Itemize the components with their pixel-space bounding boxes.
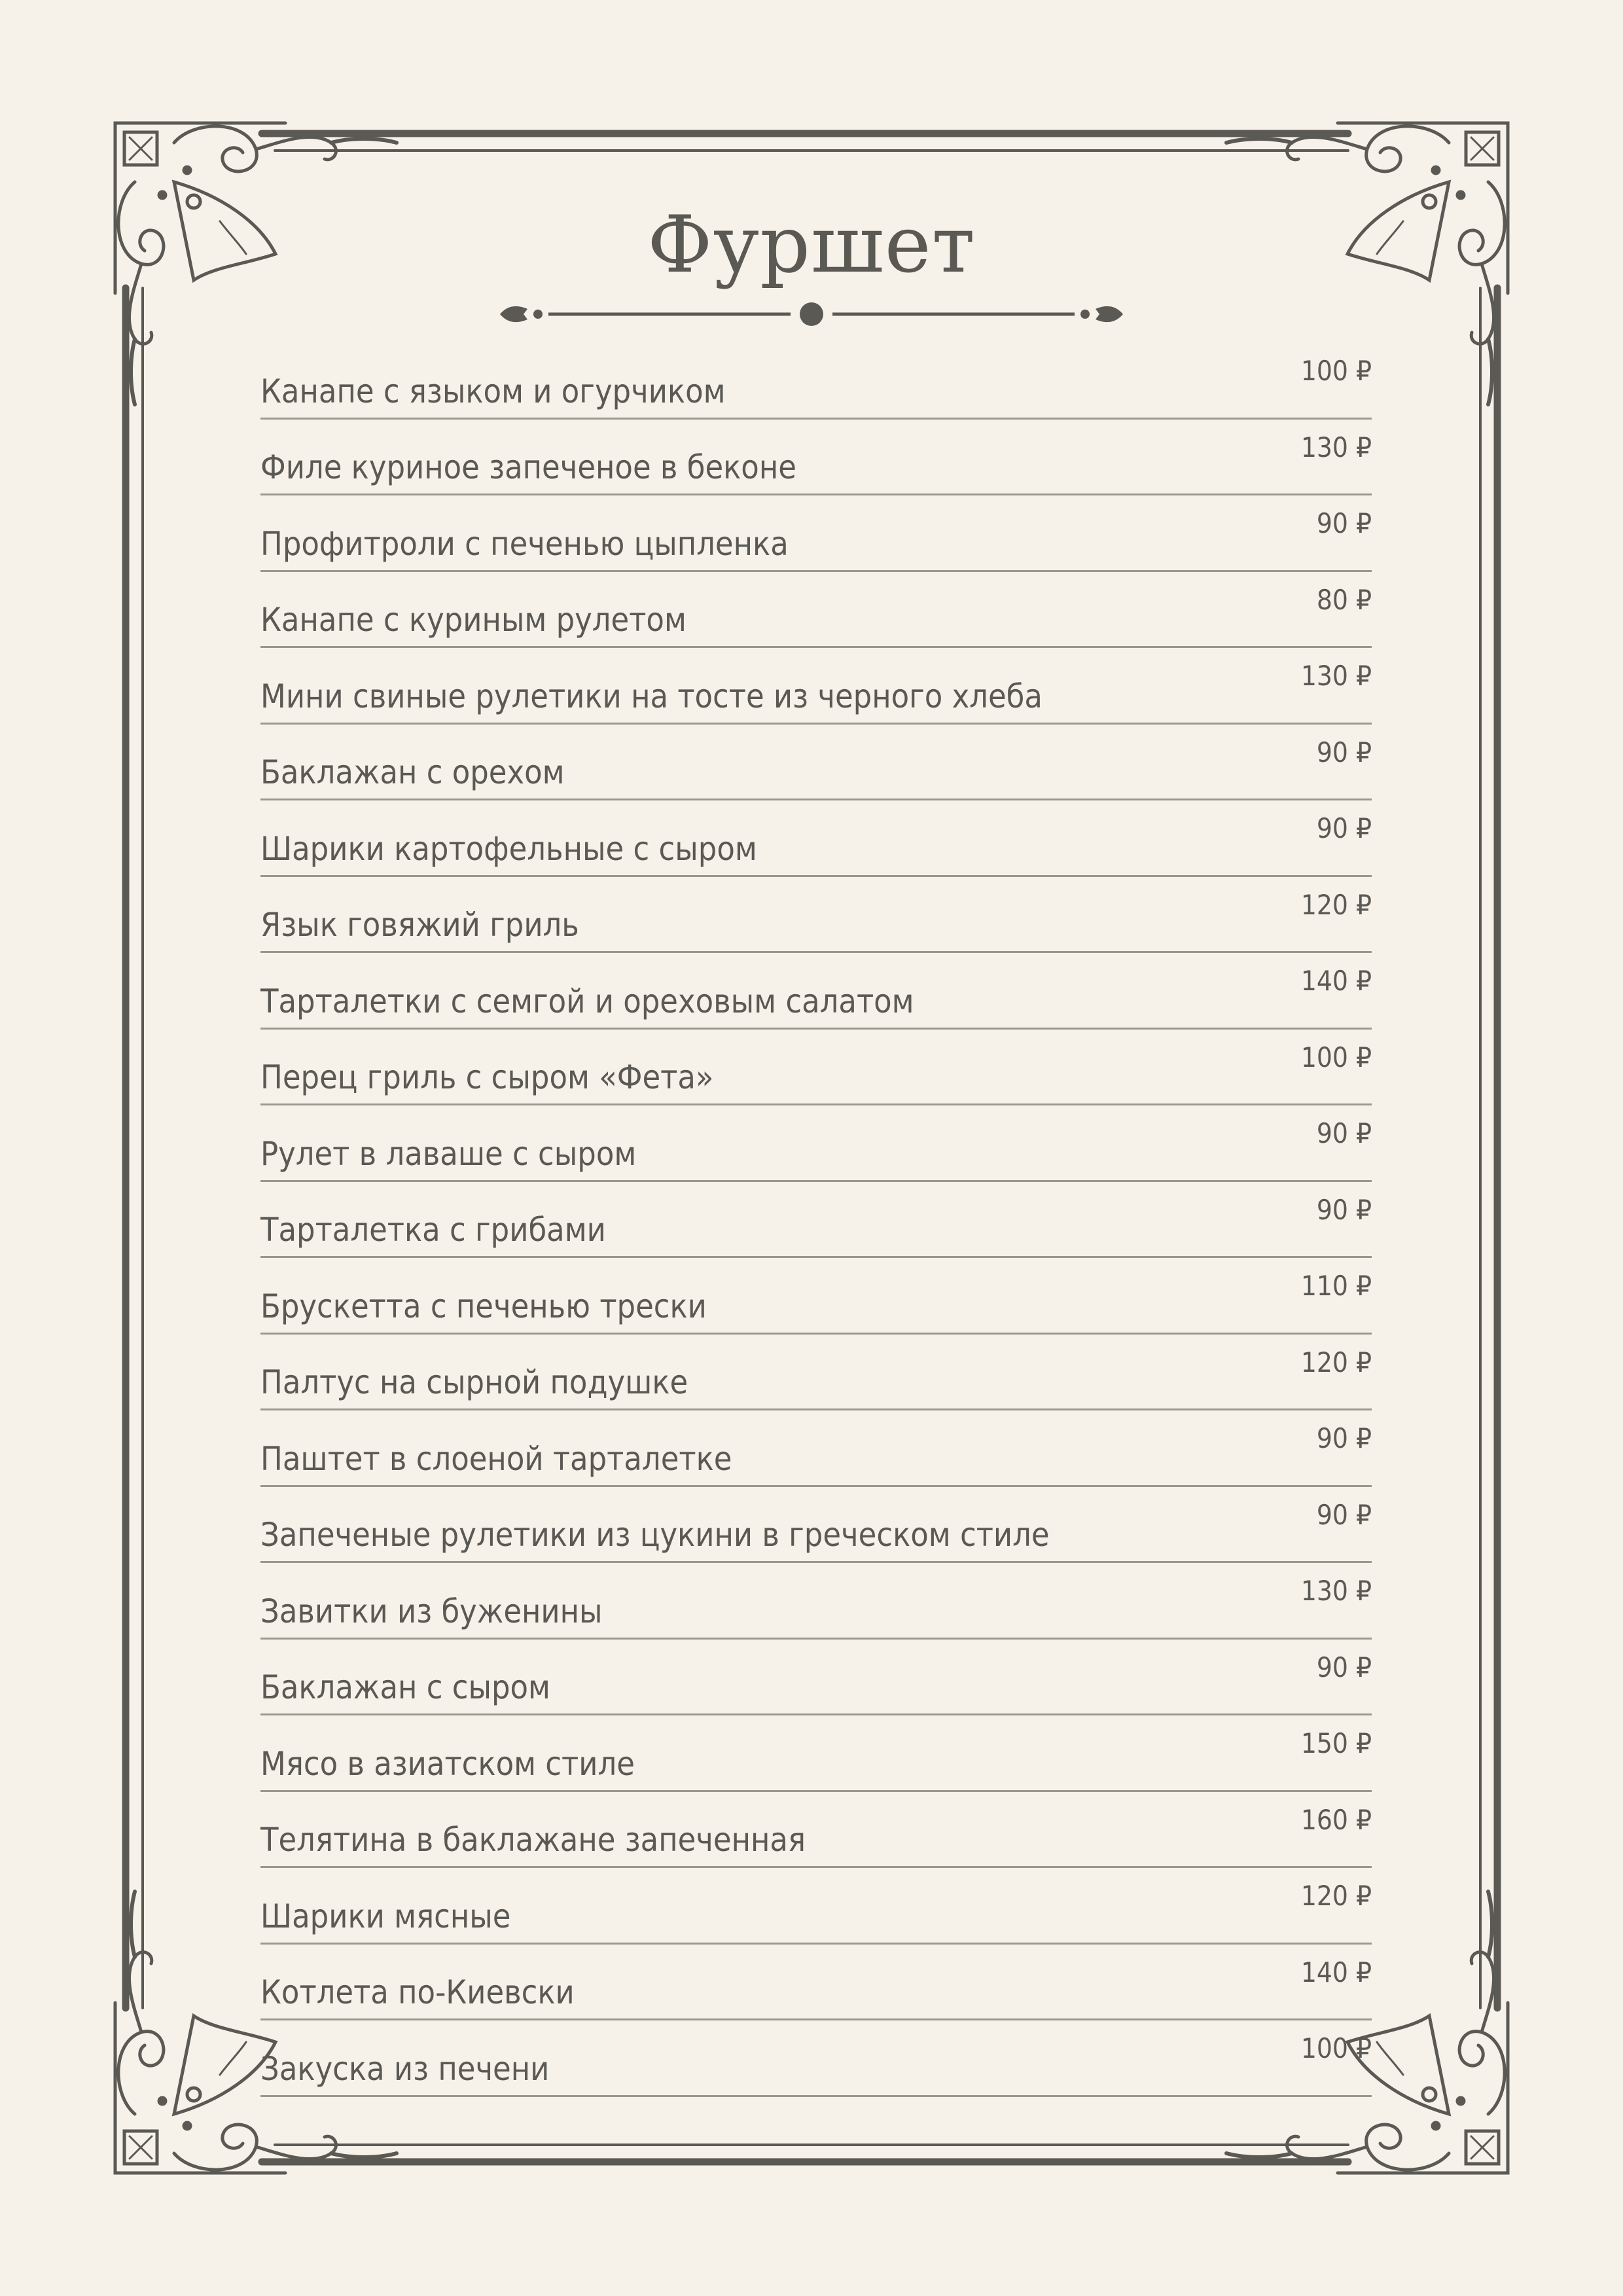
menu-item-price: 160 ₽ [1300, 1803, 1372, 1836]
menu-item [260, 1640, 1372, 1716]
menu-item-name: Канапе с куриным рулетом [260, 601, 687, 639]
menu-item-price: 90 ₽ [1316, 1498, 1372, 1531]
menu-item [260, 1715, 1372, 1792]
menu-item [260, 877, 1372, 954]
menu-item-name: Мясо в азиатском стиле [260, 1744, 635, 1783]
menu-item-name: Тарталетка с грибами [260, 1211, 606, 1249]
menu-item-price: 90 ₽ [1316, 812, 1372, 844]
menu-item-price: 90 ₽ [1316, 1117, 1372, 1149]
menu-item-name: Телятина в баклажане запеченная [260, 1821, 806, 1859]
menu-item-price: 80 ₽ [1316, 583, 1372, 616]
menu-item [260, 1945, 1372, 2021]
menu-item [260, 725, 1372, 801]
menu-item [260, 1792, 1372, 1869]
menu-item-name: Шарики мясные [260, 1897, 511, 1935]
menu-item-price: 90 ₽ [1316, 1422, 1372, 1454]
menu-item-price: 120 ₽ [1300, 1880, 1372, 1912]
menu-item [260, 1868, 1372, 1945]
menu-item-name: Паштет в слоеной тарталетке [260, 1439, 732, 1478]
menu-item-name: Тарталетки с семгой и ореховым салатом [260, 982, 914, 1020]
menu-item-name: Перец гриль с сыром «Фета» [260, 1058, 714, 1096]
menu-item [260, 572, 1372, 649]
menu-item-name: Язык говяжий гриль [260, 906, 579, 944]
menu-item-name: Баклажан с сыром [260, 1668, 550, 1706]
menu-item-price: 140 ₽ [1300, 1956, 1372, 1988]
menu-item [260, 420, 1372, 496]
menu-item [260, 648, 1372, 725]
menu-item-price: 130 ₽ [1300, 660, 1372, 692]
menu-item-name: Брускетта с печенью трески [260, 1287, 707, 1325]
menu-item-price: 90 ₽ [1316, 1193, 1372, 1226]
menu-item-price: 90 ₽ [1316, 507, 1372, 539]
title-divider-ornament [497, 295, 1126, 334]
menu-item-price: 120 ₽ [1300, 1346, 1372, 1378]
menu-item [260, 800, 1372, 877]
menu-item-price: 130 ₽ [1300, 431, 1372, 463]
menu-item [260, 1487, 1372, 1564]
menu-item-name: Котлета по-Киевски [260, 1973, 575, 2011]
menu-item-name: Шарики картофельные с сыром [260, 829, 757, 868]
menu-item-price: 100 ₽ [1300, 355, 1372, 387]
menu-item-price: 90 ₽ [1316, 736, 1372, 768]
menu-list [260, 343, 1372, 2097]
menu-item [260, 343, 1372, 420]
menu-item-price: 90 ₽ [1316, 1651, 1372, 1683]
menu-item-price: 100 ₽ [1300, 1041, 1372, 1073]
menu-item-price: 140 ₽ [1300, 965, 1372, 997]
menu-item [260, 1182, 1372, 1259]
menu-item-name: Закуска из печени [260, 2049, 550, 2088]
menu-item [260, 1563, 1372, 1640]
menu-item [260, 1335, 1372, 1411]
menu-item-name: Профитроли с печенью цыпленка [260, 524, 789, 563]
menu-item [260, 2020, 1372, 2097]
menu-item [260, 1030, 1372, 1106]
menu-item-name: Баклажан с орехом [260, 753, 565, 791]
menu-item-name: Рулет в лаваше с сыром [260, 1134, 637, 1173]
menu-item-name: Мини свиные рулетики на тосте из черного хлеба [260, 677, 1043, 715]
menu-item-price: 130 ₽ [1300, 1575, 1372, 1607]
menu-item [260, 1410, 1372, 1487]
menu-item-name: Завитки из буженины [260, 1592, 603, 1630]
menu-item-price: 120 ₽ [1300, 888, 1372, 921]
menu-item-name: Запеченые рулетики из цукини в греческом стиле [260, 1516, 1050, 1554]
menu-item-price: 150 ₽ [1300, 1727, 1372, 1759]
menu-item [260, 495, 1372, 572]
menu-item-name: Палтус на сырной подушке [260, 1363, 688, 1401]
menu-item-name: Канапе с языком и огурчиком [260, 372, 726, 410]
menu-item-name: Филе куриное запеченое в беконе [260, 448, 796, 486]
page-title: Фуршет [647, 200, 976, 291]
menu-item [260, 1258, 1372, 1335]
menu-item-price: 110 ₽ [1300, 1270, 1372, 1302]
menu-item [260, 953, 1372, 1030]
menu-item-price: 100 ₽ [1300, 2032, 1372, 2064]
menu-item [260, 1105, 1372, 1182]
